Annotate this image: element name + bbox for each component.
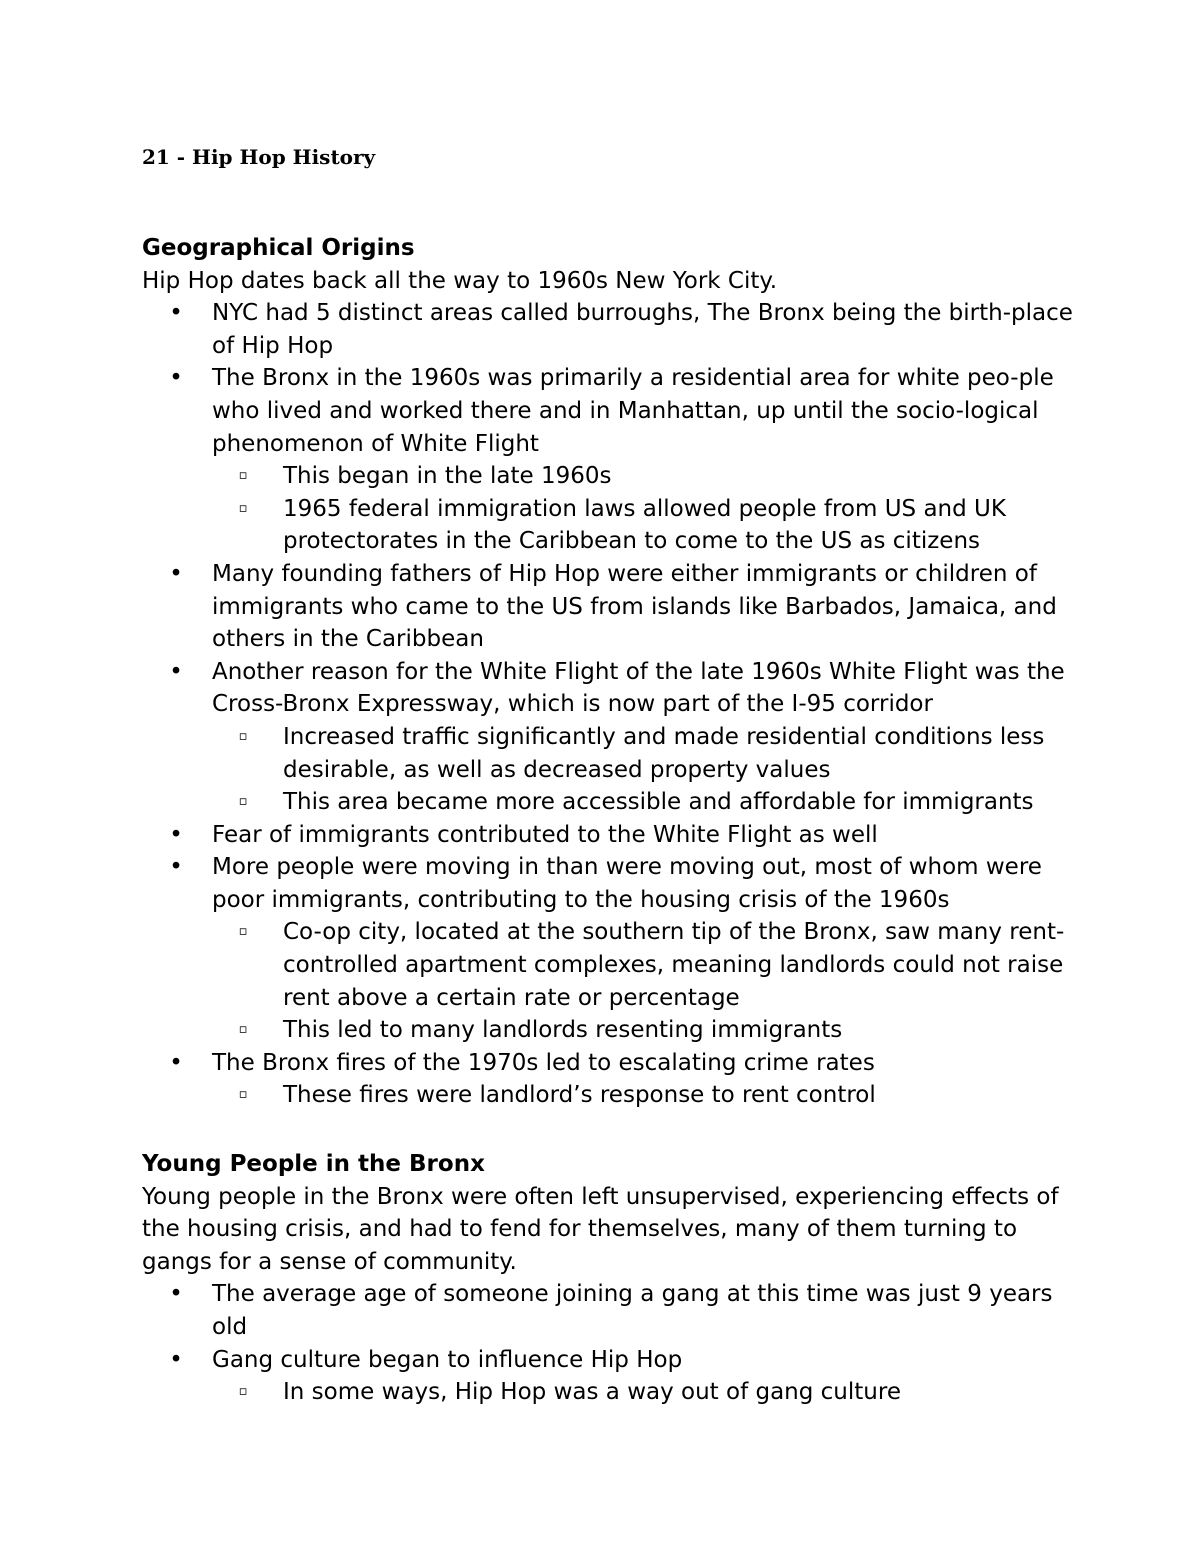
sub-bullet-icon: ▫ bbox=[238, 794, 248, 810]
list-item-text: This began in the late 1960s bbox=[283, 463, 612, 490]
bullet-icon: • bbox=[169, 300, 183, 327]
bullet-icon: • bbox=[169, 1049, 183, 1076]
sub-bullet-icon: ▫ bbox=[238, 1022, 248, 1038]
list-item-text: The Bronx in the 1960s was primarily a residential area for white peo-ple who lived and worked there and in Manhattan, up until the socio-logical phenomenon of White Flight bbox=[212, 365, 1054, 457]
list-item-text: 1965 federal immigration laws allowed people from US and UK protectorates in the Caribbean to come to the US as citizens bbox=[283, 495, 1006, 555]
bullet-icon: • bbox=[169, 1281, 183, 1308]
list-item-text: In some ways, Hip Hop was a way out of gang culture bbox=[283, 1379, 901, 1406]
list-item bbox=[142, 1047, 1082, 1080]
bullet-icon: • bbox=[169, 1346, 183, 1373]
sub-bullet-icon: ▫ bbox=[238, 728, 248, 744]
list-item-text: NYC had 5 distinct areas called burroughs, The Bronx being the birth-place of Hip Hop bbox=[212, 300, 1073, 359]
list-item bbox=[142, 460, 1082, 493]
list-item-text: The Bronx fires of the 1970s led to escalating crime rates bbox=[212, 1049, 875, 1076]
section-heading: Geographical Origins bbox=[142, 235, 415, 261]
bullet-icon: • bbox=[169, 560, 183, 587]
list-item-text: This led to many landlords resenting immigrants bbox=[283, 1017, 843, 1044]
bullet-icon: • bbox=[169, 365, 183, 392]
list-item bbox=[142, 1344, 1082, 1377]
list-item-text: Co-op city, located at the southern tip of the Bronx, saw many rent-controlled apartment complexes, meaning landlords could not raise rent above a certain rate or percentage bbox=[283, 919, 1065, 1011]
list-item bbox=[142, 656, 1082, 721]
bullet-list bbox=[142, 1278, 1082, 1408]
sub-bullet-icon: ▫ bbox=[238, 1384, 248, 1400]
section-heading: Young People in the Bronx bbox=[142, 1151, 485, 1177]
list-item bbox=[142, 819, 1082, 852]
list-item bbox=[142, 1079, 1082, 1112]
list-item bbox=[142, 851, 1082, 916]
list-item-text: Gang culture began to influence Hip Hop bbox=[212, 1346, 683, 1373]
list-item bbox=[142, 1278, 1082, 1343]
list-item-text: These fires were landlord’s response to rent control bbox=[283, 1082, 876, 1109]
section-intro: Hip Hop dates back all the way to 1960s New York City. bbox=[142, 267, 778, 294]
sub-bullet-icon: ▫ bbox=[238, 500, 248, 516]
list-item bbox=[142, 1376, 1082, 1409]
bullet-icon: • bbox=[169, 821, 183, 848]
bullet-list bbox=[142, 297, 1082, 1112]
list-item-text: More people were moving in than were moving out, most of whom were poor immigrants, contributing to the housing crisis of the 1960s bbox=[212, 854, 1042, 913]
list-item bbox=[142, 558, 1082, 656]
list-item bbox=[142, 916, 1082, 1014]
list-item-text: Another reason for the White Flight of the late 1960s White Flight was the Cross-Bronx Expressway, which is now part of the I-95 corridor bbox=[212, 658, 1065, 718]
section-geographical-origins bbox=[142, 232, 1082, 1112]
page-title: 21 - Hip Hop History bbox=[142, 145, 376, 169]
list-item-text: Many founding fathers of Hip Hop were either immigrants or children of immigrants who came to the US from islands like Barbados, Jamaica, and others in the Caribbean bbox=[212, 560, 1057, 653]
bullet-icon: • bbox=[169, 658, 183, 685]
sub-bullet-icon: ▫ bbox=[238, 468, 248, 484]
section-young-people bbox=[142, 1148, 1082, 1409]
list-item bbox=[142, 1014, 1082, 1047]
list-item bbox=[142, 493, 1082, 558]
list-item bbox=[142, 362, 1082, 460]
sub-bullet-icon: ▫ bbox=[238, 1087, 248, 1103]
list-item-text: Fear of immigrants contributed to the White Flight as well bbox=[212, 821, 878, 848]
list-item-text: The average age of someone joining a gang at this time was just 9 years old bbox=[212, 1281, 1053, 1340]
bullet-icon: • bbox=[169, 854, 183, 881]
list-item bbox=[142, 297, 1082, 362]
sub-bullet-icon: ▫ bbox=[238, 924, 248, 940]
list-item bbox=[142, 786, 1082, 819]
list-item-text: This area became more accessible and affordable for immigrants bbox=[283, 789, 1034, 816]
section-intro: Young people in the Bronx were often left unsupervised, experiencing effects of the housing crisis, and had to fend for themselves, many of them turning to gangs for a sense of community. bbox=[142, 1183, 1059, 1275]
list-item bbox=[142, 721, 1082, 786]
list-item-text: Increased traffic significantly and made residential conditions less desirable, as well as decreased property values bbox=[283, 723, 1045, 783]
